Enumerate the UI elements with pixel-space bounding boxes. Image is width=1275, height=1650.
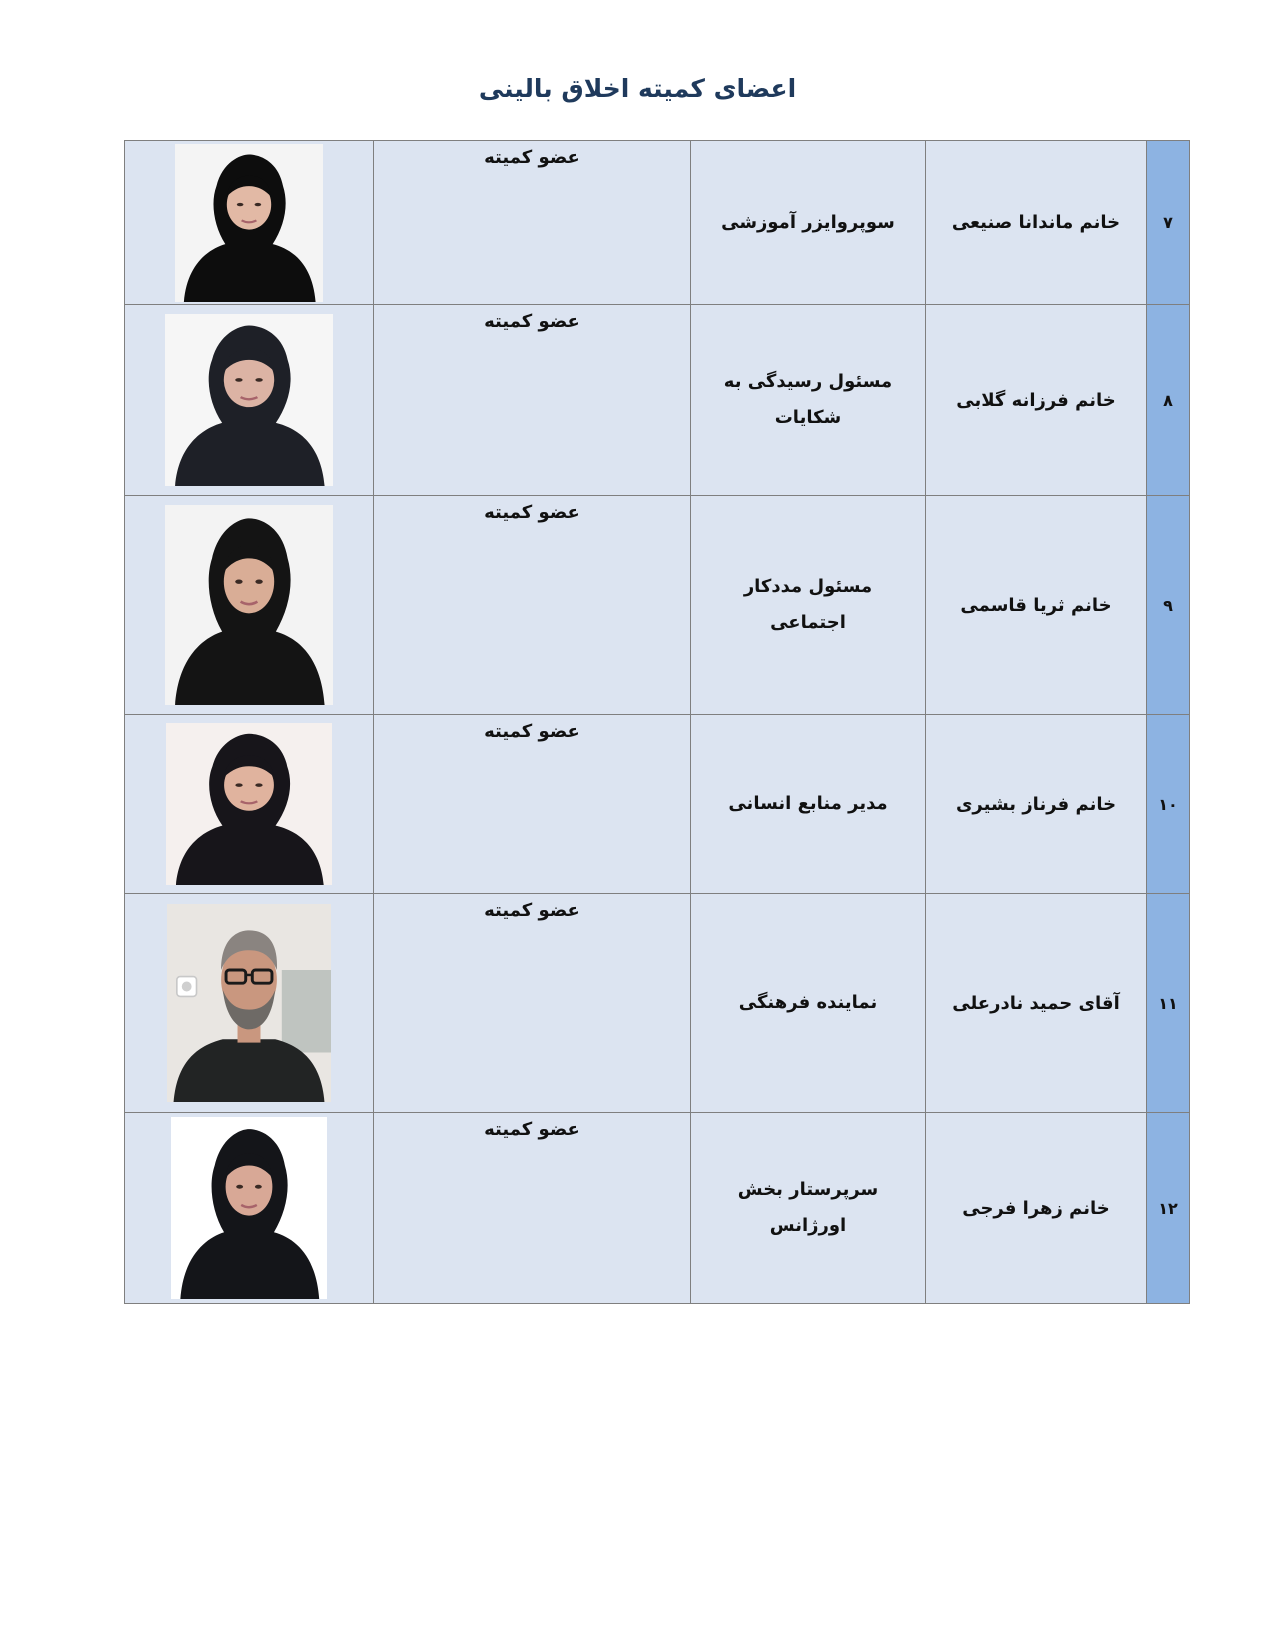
table-row (125, 1113, 1190, 1304)
role-cell: عضو کمیته (374, 1113, 691, 1304)
position-cell: سرپرستار بخش اورژانس (691, 1113, 926, 1304)
portrait-woman-hijab-icon (165, 505, 333, 705)
portrait-woman-hijab-icon (171, 1117, 327, 1299)
position-cell: مسئول مددکار اجتماعی (691, 496, 926, 715)
photo-cell (125, 1113, 374, 1304)
name-cell: خانم فرزانه گلابی (926, 305, 1147, 496)
photo-cell (125, 141, 374, 305)
table-row (125, 894, 1190, 1113)
row-number-cell: ۷ (1147, 141, 1190, 305)
photo-cell (125, 894, 374, 1113)
row-number-cell: ۹ (1147, 496, 1190, 715)
position-cell: مدیر منابع انسانی (691, 715, 926, 894)
name-cell: خانم فرناز بشیری (926, 715, 1147, 894)
position-cell: مسئول رسیدگی به شکایات (691, 305, 926, 496)
name-cell: خانم ماندانا صنیعی (926, 141, 1147, 305)
photo-cell (125, 305, 374, 496)
members-table-body (125, 141, 1190, 1304)
table-row (125, 141, 1190, 305)
role-cell: عضو کمیته (374, 894, 691, 1113)
page-title: اعضای کمیته اخلاق بالینی (478, 74, 797, 103)
row-number-cell: ۱۲ (1147, 1113, 1190, 1304)
position-cell: سوپروایزر آموزشی (691, 141, 926, 305)
committee-members-table (124, 140, 1190, 1304)
table-row (125, 496, 1190, 715)
table-row (125, 305, 1190, 496)
portrait-man-glasses-icon (167, 904, 331, 1102)
table-row (125, 715, 1190, 894)
name-cell: آقای حمید نادرعلی (926, 894, 1147, 1113)
role-cell: عضو کمیته (374, 496, 691, 715)
row-number-cell: ۸ (1147, 305, 1190, 496)
portrait-woman-hijab-icon (165, 314, 333, 486)
photo-cell (125, 496, 374, 715)
role-cell: عضو کمیته (374, 141, 691, 305)
name-cell: خانم زهرا فرجی (926, 1113, 1147, 1304)
row-number-cell: ۱۰ (1147, 715, 1190, 894)
role-cell: عضو کمیته (374, 715, 691, 894)
name-cell: خانم ثریا قاسمی (926, 496, 1147, 715)
position-cell: نماینده فرهنگی (691, 894, 926, 1113)
photo-cell (125, 715, 374, 894)
portrait-woman-hijab-icon (166, 723, 332, 885)
role-cell: عضو کمیته (374, 305, 691, 496)
row-number-cell: ۱۱ (1147, 894, 1190, 1113)
portrait-woman-hijab-icon (175, 144, 323, 302)
